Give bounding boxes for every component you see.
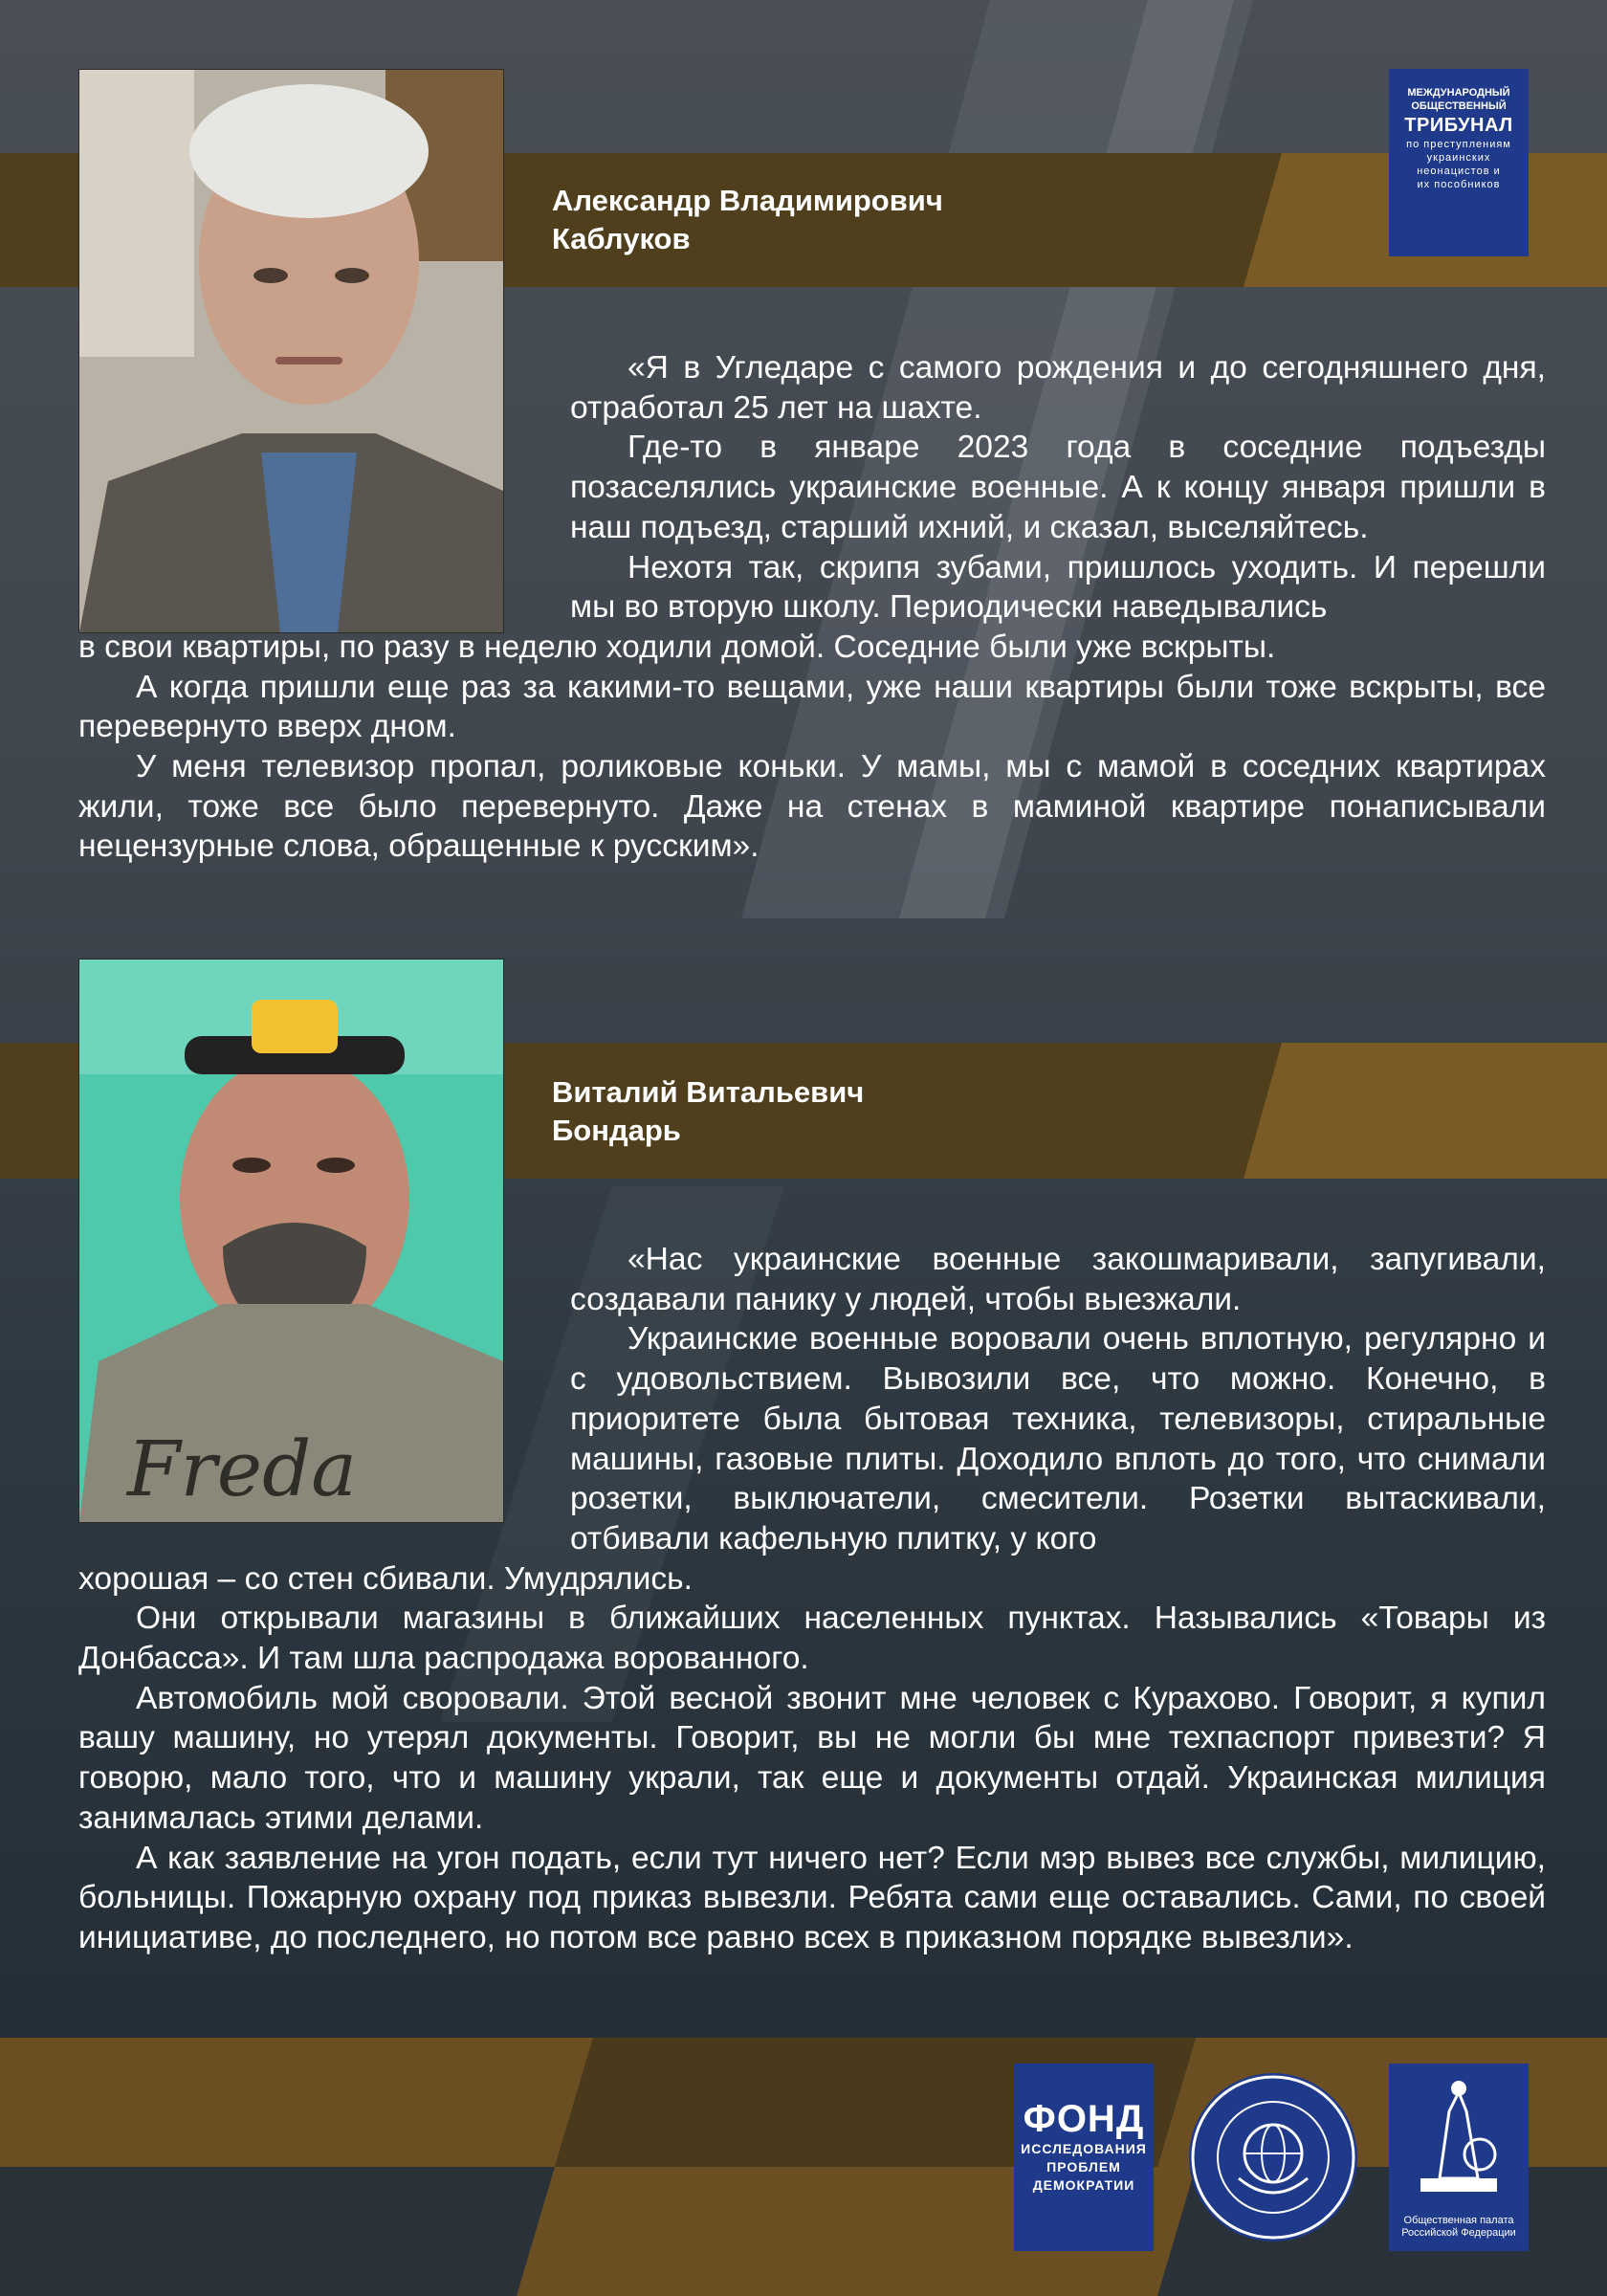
quote-1-paragraph: в свои квартиры, по разу в неделю ходили домой. Соседние были уже вскрыты. [78,629,1276,665]
svg-text:Freda: Freda [127,1424,357,1513]
tribunal-logo [1389,69,1529,256]
person-1-first-names: Александр Владимирович [552,184,943,217]
tribunal-logo-line: их пособников [1417,179,1501,190]
monument-icon [1411,2073,1507,2197]
person-2-first-names: Виталий Витальевич [552,1075,865,1109]
fond-logo-line: ИССЛЕДОВАНИЯ [1021,2141,1147,2156]
quote-1-paragraph: «Я в Угледаре с самого рождения и до сегодняшнего дня, отработал 25 лет на шахте. [570,350,1546,426]
fond-logo-title: ФОНД [1023,2098,1145,2140]
tribunal-logo-line: МЕЖДУНАРОДНЫЙ [1407,87,1510,99]
public-chamber-logo [1389,2064,1529,2251]
quote-1-paragraph: Нехотя так, скрипя зубами, пришлось уходить. И перешли мы во вторую школу. Периодически наведывались [570,549,1546,626]
quote-1-paragraph: А когда пришли еще раз за какими-то вещами, уже наши квартиры были тоже вскрыты, все перевернуто вверх дном. [78,669,1546,745]
person-2-surname: Бондарь [552,1114,681,1147]
quote-1-paragraph: Где-то в январе 2023 года в соседние подъезды позаселялись украинские военные. А к концу января пришли в наш подъезд, старший ихний, и сказал, выселяйтесь. [570,430,1546,545]
chamber-logo-line: Российской Федерации [1401,2227,1516,2239]
tribunal-logo-line: ОБЩЕСТВЕННЫЙ [1411,100,1507,112]
fond-logo [1014,2064,1154,2251]
quote-2-paragraph: Они открывали магазины в ближайших населенных пунктах. Назывались «Товары из Донбасса». И там шла распродажа ворованного. [78,1601,1546,1677]
person-1-name [552,182,943,258]
tribunal-logo-line: неонацистов и [1417,166,1501,177]
fond-logo-line: ПРОБЛЕМ [1046,2159,1121,2175]
quote-2-paragraph: А как заявление на угон подать, если тут ничего нет? Если мэр вывез все службы, милицию, больницы. Пожарную охрану под приказ вывезли. Ребята сами еще оставались. Сами, по своей инициативе, до последнего, но потом все равно всех в приказном порядке вывезли». [78,1840,1546,1955]
quote-2-paragraph: «Нас украинские военные закошмаривали, запугивали, создавали панику у людей, чтобы выезжали. [570,1242,1546,1317]
tribunal-logo-line: украинских [1426,152,1491,164]
person-2-quote [78,1240,1546,1958]
quote-2-paragraph: Украинские военные воровали очень вплотную, регулярно и с удовольствием. Вывозили все, что можно. Конечно, в приоритете была бытовая техника, телевизоры, стиральные машины, газовые плиты. Доходило вплоть до того, что снимали розетки, выключатели, смесители. Розетки вытаскивали, отбивали кафельную плитку, у кого [570,1321,1546,1556]
quote-2-paragraph: Автомобиль мой своровали. Этой весной звонит мне человек с Курахово. Говорит, я купил вашу машину, но утерял документы. Говорит, вы не могли бы мне техпаспорт привезти? Я говорю, мало того, что и машину украли, так еще и документы отдай. Украинская милиция занималась этими делами. [78,1680,1546,1836]
tribunal-logo-line: по преступлениям [1406,139,1511,150]
person-1-quote [78,348,1546,867]
tribunal-logo-title: ТРИБУНАЛ [1404,115,1513,136]
fond-logo-line: ДЕМОКРАТИИ [1032,2177,1135,2193]
quote-1-paragraph: У меня телевизор пропал, роликовые коньки. У мамы, мы с мамой в соседних квартирах жили, тоже все было перевернуто. Даже на стенах в маминой квартире понаписывали нецензурные слова, обращенные к русским». [78,749,1546,865]
chamber-logo-line: Общественная палата [1403,2215,1514,2226]
compatriots-fund-emblem-icon [1186,2064,1360,2251]
person-2-name [552,1073,864,1150]
person-1-surname: Каблуков [552,222,691,255]
quote-2-paragraph: хорошая – со стен сбивали. Умудрялись. [78,1560,693,1597]
